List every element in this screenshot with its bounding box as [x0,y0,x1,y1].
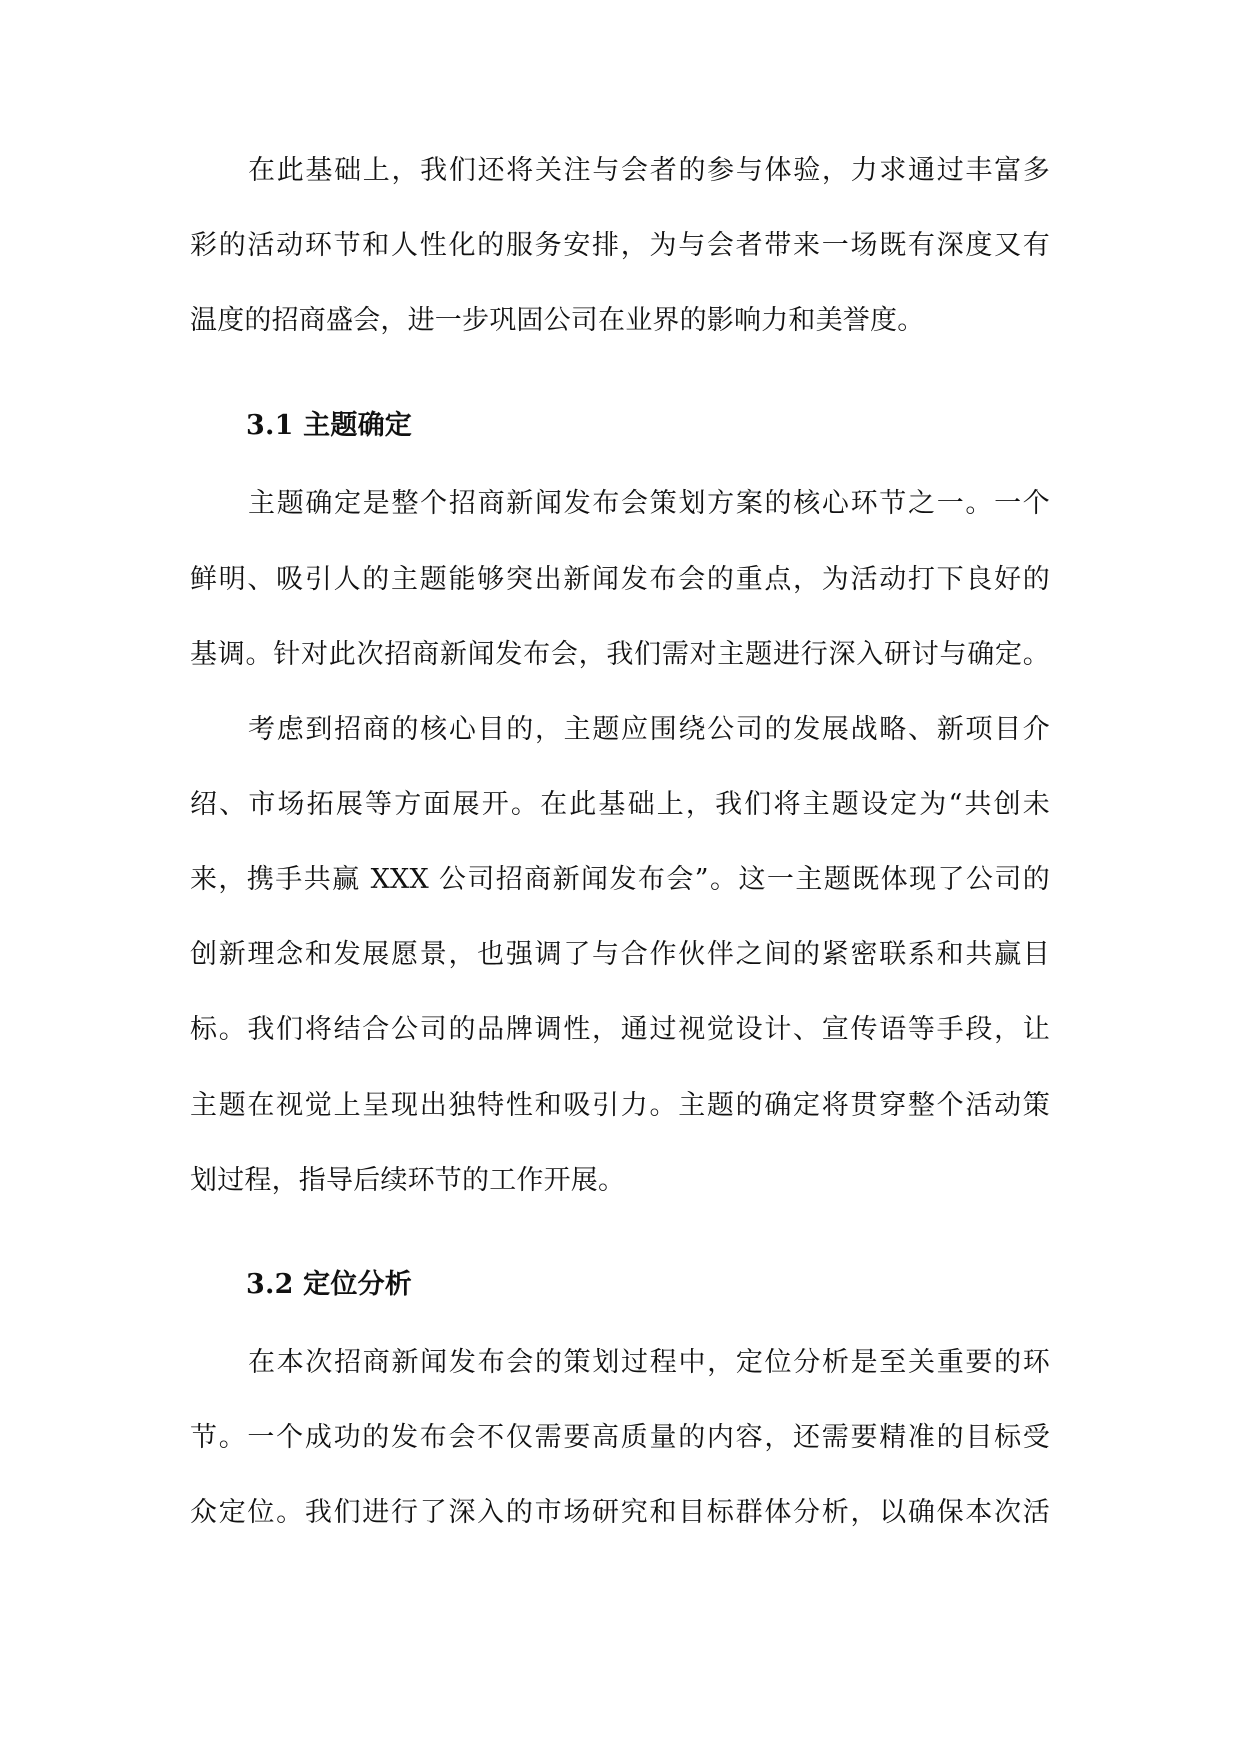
paragraph-line: 创新理念和发展愿景，也强调了与合作伙伴之间的紧密联系和共赢目 [190,939,1050,970]
paragraph-line: 在本次招商新闻发布会的策划过程中，定位分析是至关重要的环 [248,1347,1050,1378]
paragraph-line: 基调。针对此次招商新闻发布会，我们需对主题进行深入研讨与确定。 [190,639,1050,670]
section-heading-3-1: 3.1 主题确定 [246,410,412,441]
section-heading-3-2: 3.2 定位分析 [246,1269,412,1300]
paragraph-line: 众定位。我们进行了深入的市场研究和目标群体分析，以确保本次活 [190,1497,1050,1528]
paragraph-line: 来，携手共赢 XXX 公司招商新闻发布会”。这一主题既体现了公司的 [190,864,1050,895]
paragraph-line: 标。我们将结合公司的品牌调性，通过视觉设计、宣传语等手段，让 [190,1014,1050,1045]
paragraph-line: 节。一个成功的发布会不仅需要高质量的内容，还需要精准的目标受 [190,1422,1050,1453]
paragraph-line: 彩的活动环节和人性化的服务安排，为与会者带来一场既有深度又有 [190,230,1050,261]
paragraph-line: 在此基础上，我们还将关注与会者的参与体验，力求通过丰富多 [248,155,1050,186]
paragraph-line: 考虑到招商的核心目的，主题应围绕公司的发展战略、新项目介 [248,714,1050,745]
paragraph-line: 温度的招商盛会，进一步巩固公司在业界的影响力和美誉度。 [190,305,925,336]
paragraph-line: 鲜明、吸引人的主题能够突出新闻发布会的重点，为活动打下良好的 [190,564,1050,595]
paragraph-line: 主题在视觉上呈现出独特性和吸引力。主题的确定将贯穿整个活动策 [190,1090,1050,1121]
paragraph-line: 绍、市场拓展等方面展开。在此基础上，我们将主题设定为“共创未 [190,789,1050,820]
paragraph-line: 划过程，指导后续环节的工作开展。 [190,1165,626,1196]
paragraph-line: 主题确定是整个招商新闻发布会策划方案的核心环节之一。一个 [248,488,1050,519]
